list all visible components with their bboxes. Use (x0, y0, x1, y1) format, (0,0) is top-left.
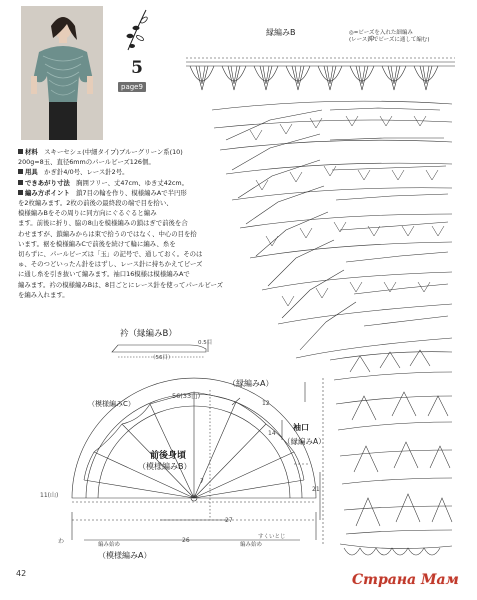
method-line: に通し糸を引き抜いて編みます。袖口16模様は模様編みAで (18, 270, 190, 279)
body-title: 前後身頃 (150, 451, 187, 461)
dim-21: 21 (312, 486, 320, 493)
method-row: 編み方ポイント 鎖7目の輪を作り、模様編みAで半円形 (18, 188, 218, 198)
fold-mark: わ (58, 538, 65, 545)
method-line: 切らずに、パールビーズは「玉」の記号で、通しておく。そのは (18, 250, 203, 259)
dim-27: 27 (225, 517, 233, 524)
dim-7: 7 (200, 478, 204, 485)
legend: ◎=ビーズを入れた細編み (レース針でビーズに通して編む) (349, 30, 430, 43)
cuff-label: 袖口 (293, 423, 309, 432)
method-line: 模様編みBをその周りに同方向にぐるぐると編み (18, 209, 157, 218)
edging-c-label: （模様編みC） (88, 400, 135, 408)
sew-label: すくいとじ (258, 534, 286, 540)
pattern-start-label: 編み始め (98, 542, 121, 548)
body-subtitle: （模様編みB） (138, 462, 192, 471)
edging-a-right-label: （縁編みA） (283, 437, 326, 446)
pattern-number: 5 (131, 58, 143, 78)
method-line: ます。前後に折り、脇の8山を模様編みの鎖はぎで前後を合 (18, 219, 188, 228)
materials-row-2: 200g=8玉、直径6mmのパールビーズ126個。 (18, 158, 155, 167)
edging-a-top-label: （縁編みA） (228, 379, 274, 388)
materials-row: 材料 スキーセシェ(中細タイプ)ブルーグリーン系(10) (18, 147, 218, 157)
tools-row: 用具 かぎ針4/0号、レース針2号。 (18, 167, 218, 177)
method-line: 編みます。衿の模様編みBは、8目ごとにレース針を使ってパールビーズ (18, 280, 224, 289)
method-line: います。裾を模様編みCで前後を続けて輪に編み、糸を (18, 239, 176, 248)
dim-26: 26 (182, 537, 190, 544)
size-row: できあがり寸法 胸囲フリー、丈47cm、ゆき丈42cm。 (18, 178, 218, 188)
collar-dimension: （56目） (150, 355, 174, 361)
cuff-chart (323, 350, 452, 555)
method-line: わせますが、鎖編みからは束で拾うのではなく、中心の目を拾 (18, 229, 197, 238)
fan-chart (212, 101, 452, 358)
collar-label: 衿（縁編みB） (120, 329, 177, 339)
collar-dimension-2: 0.5目 (198, 340, 213, 346)
page-reference: page9 (118, 82, 146, 92)
method-line: を2枚編みます。2枚の前後の最終段の端で目を拾い、 (18, 199, 173, 208)
dim-14: 14 (268, 430, 276, 437)
edging-b-title: 縁編みB (266, 28, 296, 37)
watermark-logo: Страна Мам (352, 572, 459, 588)
bottom-a-label: （模様編みA） (98, 551, 152, 560)
dim-12: 12 (262, 400, 270, 407)
dim-11: 11(山) (40, 492, 59, 499)
method-line: を編み入れます。 (18, 290, 69, 299)
pattern-start-label-2: 編み始め (240, 542, 263, 548)
page-number: 42 (16, 569, 27, 578)
width-label: 56(33山) (172, 392, 201, 400)
edging-strip (186, 36, 455, 90)
method-line: ゅ、そのつどいったん針をはずし、レース針に持ちかえてビーズ (18, 260, 203, 269)
